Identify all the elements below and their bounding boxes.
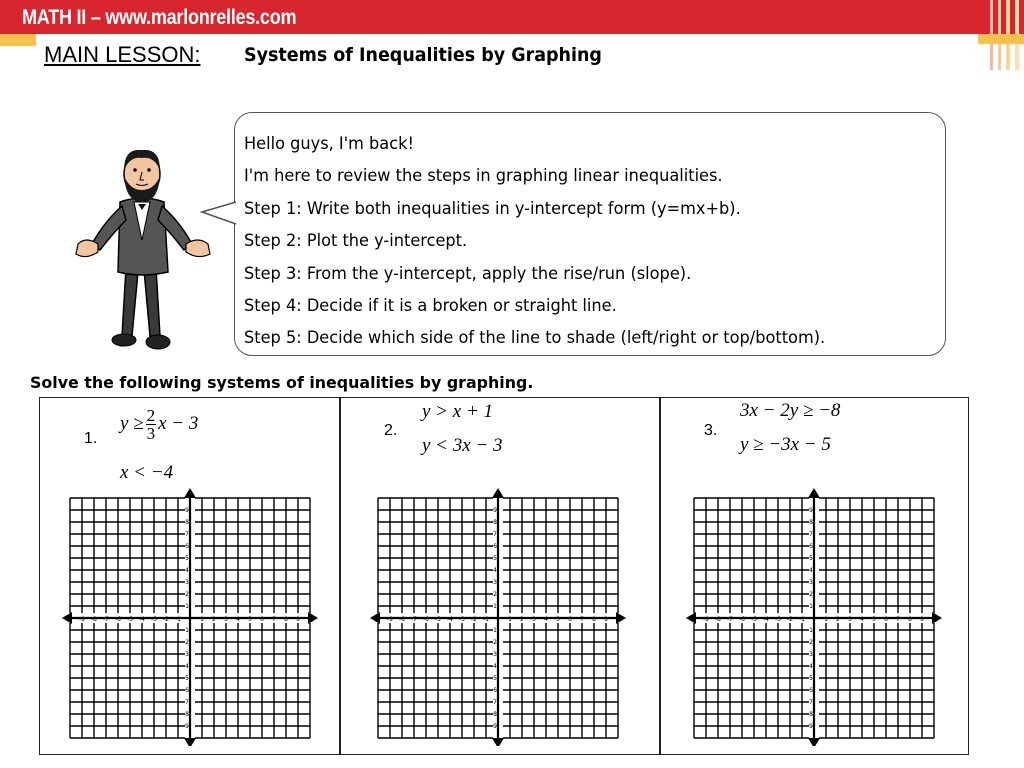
coordinate-grid-1[interactable] [62,486,318,746]
y-tick-label: -3 [491,651,497,658]
x-tick-label: -8 [715,616,721,623]
x-tick-label: 3 [532,616,536,623]
x-tick-label: 2 [520,616,524,623]
y-tick-label: 9 [809,507,813,514]
x-tick-label: 6 [260,616,264,623]
x-tick-label: 5 [872,616,876,623]
x-tick-label: -6 [423,616,429,623]
x-tick-label: -2 [163,616,169,623]
x-tick-label: -9 [703,616,709,623]
y-tick-label: -6 [183,687,189,694]
x-tick-label: 4 [544,616,548,623]
x-tick-label: -6 [115,616,121,623]
x-tick-label: 1 [824,616,828,623]
y-tick-label: 8 [809,519,813,526]
column-divider [659,397,661,755]
x-tick-label: 3 [224,616,228,623]
problem-3-inequality-1: 3x − 2y ≥ −8 [740,400,841,421]
x-tick-label: -7 [103,616,109,623]
x-tick-label: -5 [127,616,133,623]
x-tick-label: 8 [284,616,288,623]
problem-3-inequality-2: y ≥ −3x − 5 [740,434,831,455]
y-tick-label: -5 [491,675,497,682]
x-tick-label: 7 [272,616,276,623]
problem-1-ineq1-rhs: x − 3 [158,412,199,434]
y-tick-label: -3 [183,651,189,658]
y-tick-label: -7 [491,699,497,706]
lesson-label: MAIN LESSON: [44,42,201,67]
y-tick-label: 3 [493,579,497,586]
x-tick-label: -7 [727,616,733,623]
bubble-line-step-5: Step 5: Decide which side of the line to shade (left/right or top/bottom). [244,328,826,348]
x-tick-label: 6 [884,616,888,623]
y-tick-label: 6 [809,543,813,550]
x-tick-label: -3 [775,616,781,623]
problem-2-inequality-2: y < 3x − 3 [422,435,503,456]
x-tick-label: -1 [175,616,181,623]
y-tick-label: -7 [183,699,189,706]
x-tick-label: -6 [739,616,745,623]
y-tick-label: -2 [183,639,189,646]
column-divider [339,397,341,755]
x-tick-label: -4 [447,616,453,623]
y-tick-label: -2 [807,639,813,646]
y-tick-label: -2 [491,639,497,646]
bubble-line-step-2: Step 2: Plot the y-intercept. [244,231,468,251]
problem-2-number: 2. [384,422,398,439]
y-tick-label: -5 [183,675,189,682]
y-tick-label: 7 [493,531,497,538]
y-tick-label: -3 [807,651,813,658]
y-tick-label: 5 [493,555,497,562]
y-tick-label: -4 [491,663,497,670]
site-title: MATH II – www.marlonrelles.com [22,6,297,29]
y-tick-label: 4 [809,567,813,574]
y-tick-label: 3 [185,579,189,586]
fraction-numerator: 2 [146,406,156,425]
x-tick-label: 9 [920,616,924,623]
y-tick-label: 1 [493,603,497,610]
x-tick-label: -5 [435,616,441,623]
x-tick-label: -1 [483,616,489,623]
y-tick-label: 7 [185,531,189,538]
y-tick-label: -1 [491,627,497,634]
x-tick-label: 6 [568,616,572,623]
problem-1-inequality-2: x < −4 [120,462,174,483]
lincoln-illustration [68,140,218,360]
x-tick-label: -8 [91,616,97,623]
x-tick-label: 1 [508,616,512,623]
problem-1-number: 1. [84,430,98,447]
x-tick-label: 2 [212,616,216,623]
y-tick-label: 9 [493,507,497,514]
y-tick-label: -9 [183,723,189,730]
x-tick-label: 2 [836,616,840,623]
y-tick-label: 8 [185,519,189,526]
x-tick-label: -3 [151,616,157,623]
y-tick-label: -4 [183,663,189,670]
bubble-line-intro: I'm here to review the steps in graphing linear inequalities. [244,166,723,186]
x-tick-label: -5 [751,616,757,623]
bubble-line-step-1: Step 1: Write both inequalities in y-intercept form (y=mx+b). [244,198,741,218]
y-tick-label: -7 [807,699,813,706]
x-tick-label: 9 [296,616,300,623]
y-tick-label: -1 [183,627,189,634]
bubble-line-step-3: Step 3: From the y-intercept, apply the rise/run (slope). [244,263,692,283]
accent-bar-left [0,34,36,46]
x-tick-label: -2 [787,616,793,623]
problem-1-ineq1-lhs: y ≥ [120,412,144,434]
problem-2-inequality-1: y > x + 1 [422,401,494,422]
y-tick-label: 2 [493,591,497,598]
y-tick-label: 5 [185,555,189,562]
y-tick-label: 3 [809,579,813,586]
y-axis-arrow-up [492,488,504,498]
y-axis-arrow-up [184,488,196,498]
y-tick-label: 5 [809,555,813,562]
x-tick-label: 8 [908,616,912,623]
x-tick-label: 4 [236,616,240,623]
y-tick-label: 2 [809,591,813,598]
x-tick-label: -4 [763,616,769,623]
y-tick-label: -6 [807,687,813,694]
y-tick-label: -9 [807,723,813,730]
y-tick-label: -4 [807,663,813,670]
x-tick-label: 8 [592,616,596,623]
fraction-denominator: 3 [146,424,156,443]
x-tick-label: -7 [411,616,417,623]
x-tick-label: 5 [248,616,252,623]
bubble-line-step-4: Step 4: Decide if it is a broken or straight line. [244,296,617,316]
y-tick-label: -9 [491,723,497,730]
speech-bubble-text [244,128,837,355]
speech-bubble-tail [200,196,240,236]
accent-bar-right [978,34,1024,44]
x-tick-label: 7 [896,616,900,623]
y-tick-label: -8 [491,711,497,718]
x-tick-label: 3 [848,616,852,623]
x-tick-label: 5 [556,616,560,623]
x-tick-label: -9 [79,616,85,623]
y-tick-label: 9 [185,507,189,514]
y-tick-label: -8 [807,711,813,718]
coordinate-grid-2[interactable] [370,486,626,746]
problem-1-inequality-1 [120,407,198,442]
problem-1-fraction [146,407,157,442]
y-tick-label: 4 [185,567,189,574]
y-tick-label: 1 [809,603,813,610]
y-tick-label: -6 [491,687,497,694]
coordinate-grid-3[interactable] [686,486,942,746]
bubble-line-greeting: Hello guys, I'm back! [244,134,414,153]
y-tick-label: 1 [185,603,189,610]
y-tick-label: -8 [183,711,189,718]
y-tick-label: 7 [809,531,813,538]
x-tick-label: -4 [139,616,145,623]
y-tick-label: 6 [185,543,189,550]
y-tick-label: 6 [493,543,497,550]
problem-3-number: 3. [704,422,718,439]
x-tick-label: 9 [604,616,608,623]
y-tick-label: -1 [807,627,813,634]
x-tick-label: 4 [860,616,864,623]
y-tick-label: 2 [185,591,189,598]
x-tick-label: -3 [459,616,465,623]
x-tick-label: 7 [580,616,584,623]
y-tick-label: 8 [493,519,497,526]
lesson-title: Systems of Inequalities by Graphing [244,44,602,66]
x-tick-label: 1 [200,616,204,623]
instruction-text: Solve the following systems of inequalities by graphing. [30,373,534,392]
x-tick-label: -2 [471,616,477,623]
y-tick-label: 4 [493,567,497,574]
y-tick-label: -5 [807,675,813,682]
x-tick-label: -9 [387,616,393,623]
x-tick-label: -8 [399,616,405,623]
y-axis-arrow-up [808,488,820,498]
x-tick-label: -1 [799,616,805,623]
